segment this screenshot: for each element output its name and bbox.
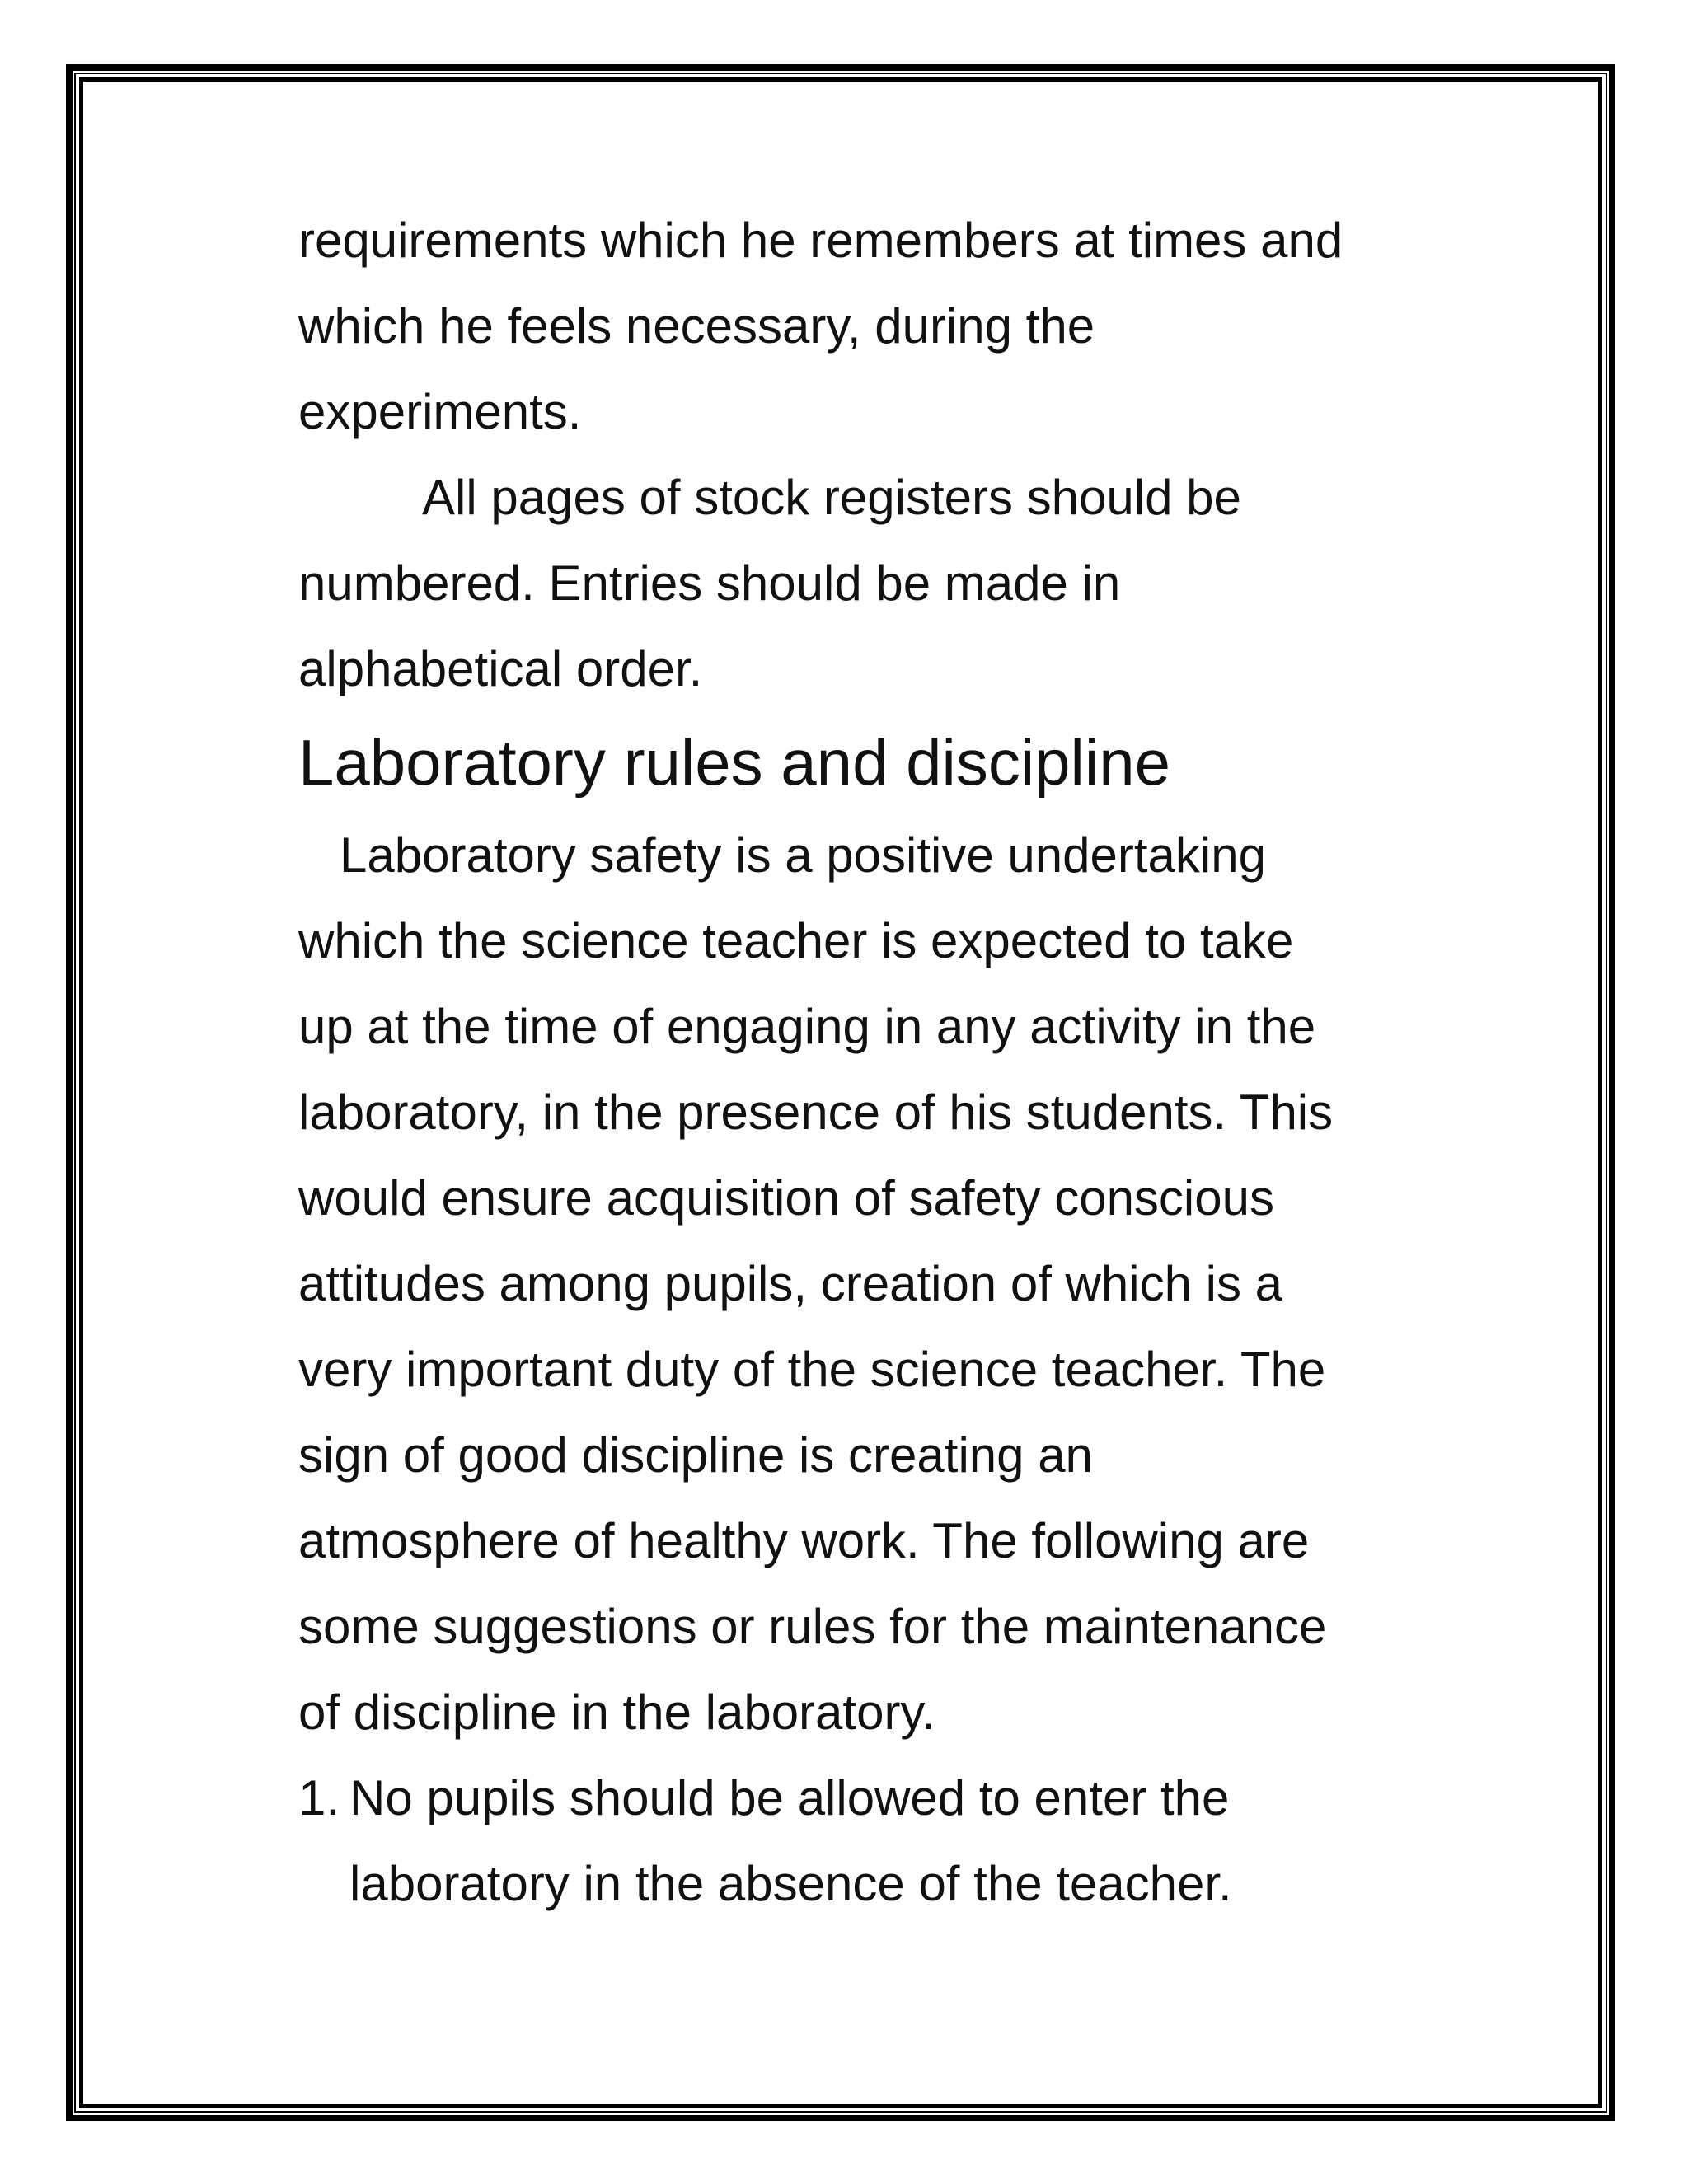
intro-paragraph [298,198,1518,455]
text-line: alphabetical order. [298,641,703,696]
text-line: atmosphere of healthy work. The following are [298,1513,1310,1568]
rule-number: 1. [298,1770,340,1825]
text-line: attitudes among pupils, creation of which is a [298,1256,1282,1311]
text-line: experiments. [298,384,582,439]
text-line: No pupils should be allowed to enter the [349,1770,1230,1825]
text-line: of discipline in the laboratory. [298,1685,935,1740]
text-line: All pages of stock registers should be [422,470,1241,525]
text-line: numbered. Entries should be made in [298,555,1121,611]
text-line: Laboratory safety is a positive undertaking [340,827,1266,883]
text-line: some suggestions or rules for the maintenance [298,1599,1327,1654]
text-line: would ensure acquisition of safety conscious [298,1170,1275,1226]
text-line: which he feels necessary, during the [298,298,1095,354]
text-line: laboratory, in the presence of his students. This [298,1085,1334,1140]
text-line: sign of good discipline is creating an [298,1427,1093,1483]
safety-paragraph [298,813,1518,1755]
page-content [298,198,1518,1927]
text-line: up at the time of engaging in any activity in the [298,999,1316,1054]
text-line: very important duty of the science teacher. The [298,1342,1326,1397]
section-heading: Laboratory rules and discipline [298,726,1170,799]
rule-first-line [298,1755,1518,1841]
stock-register-paragraph [298,455,1518,712]
text-line: which the science teacher is expected to take [298,913,1294,968]
rule-list-item [298,1755,1518,1927]
text-line: laboratory in the absence of the teacher. [349,1856,1232,1911]
text-line: requirements which he remembers at times and [298,213,1343,268]
